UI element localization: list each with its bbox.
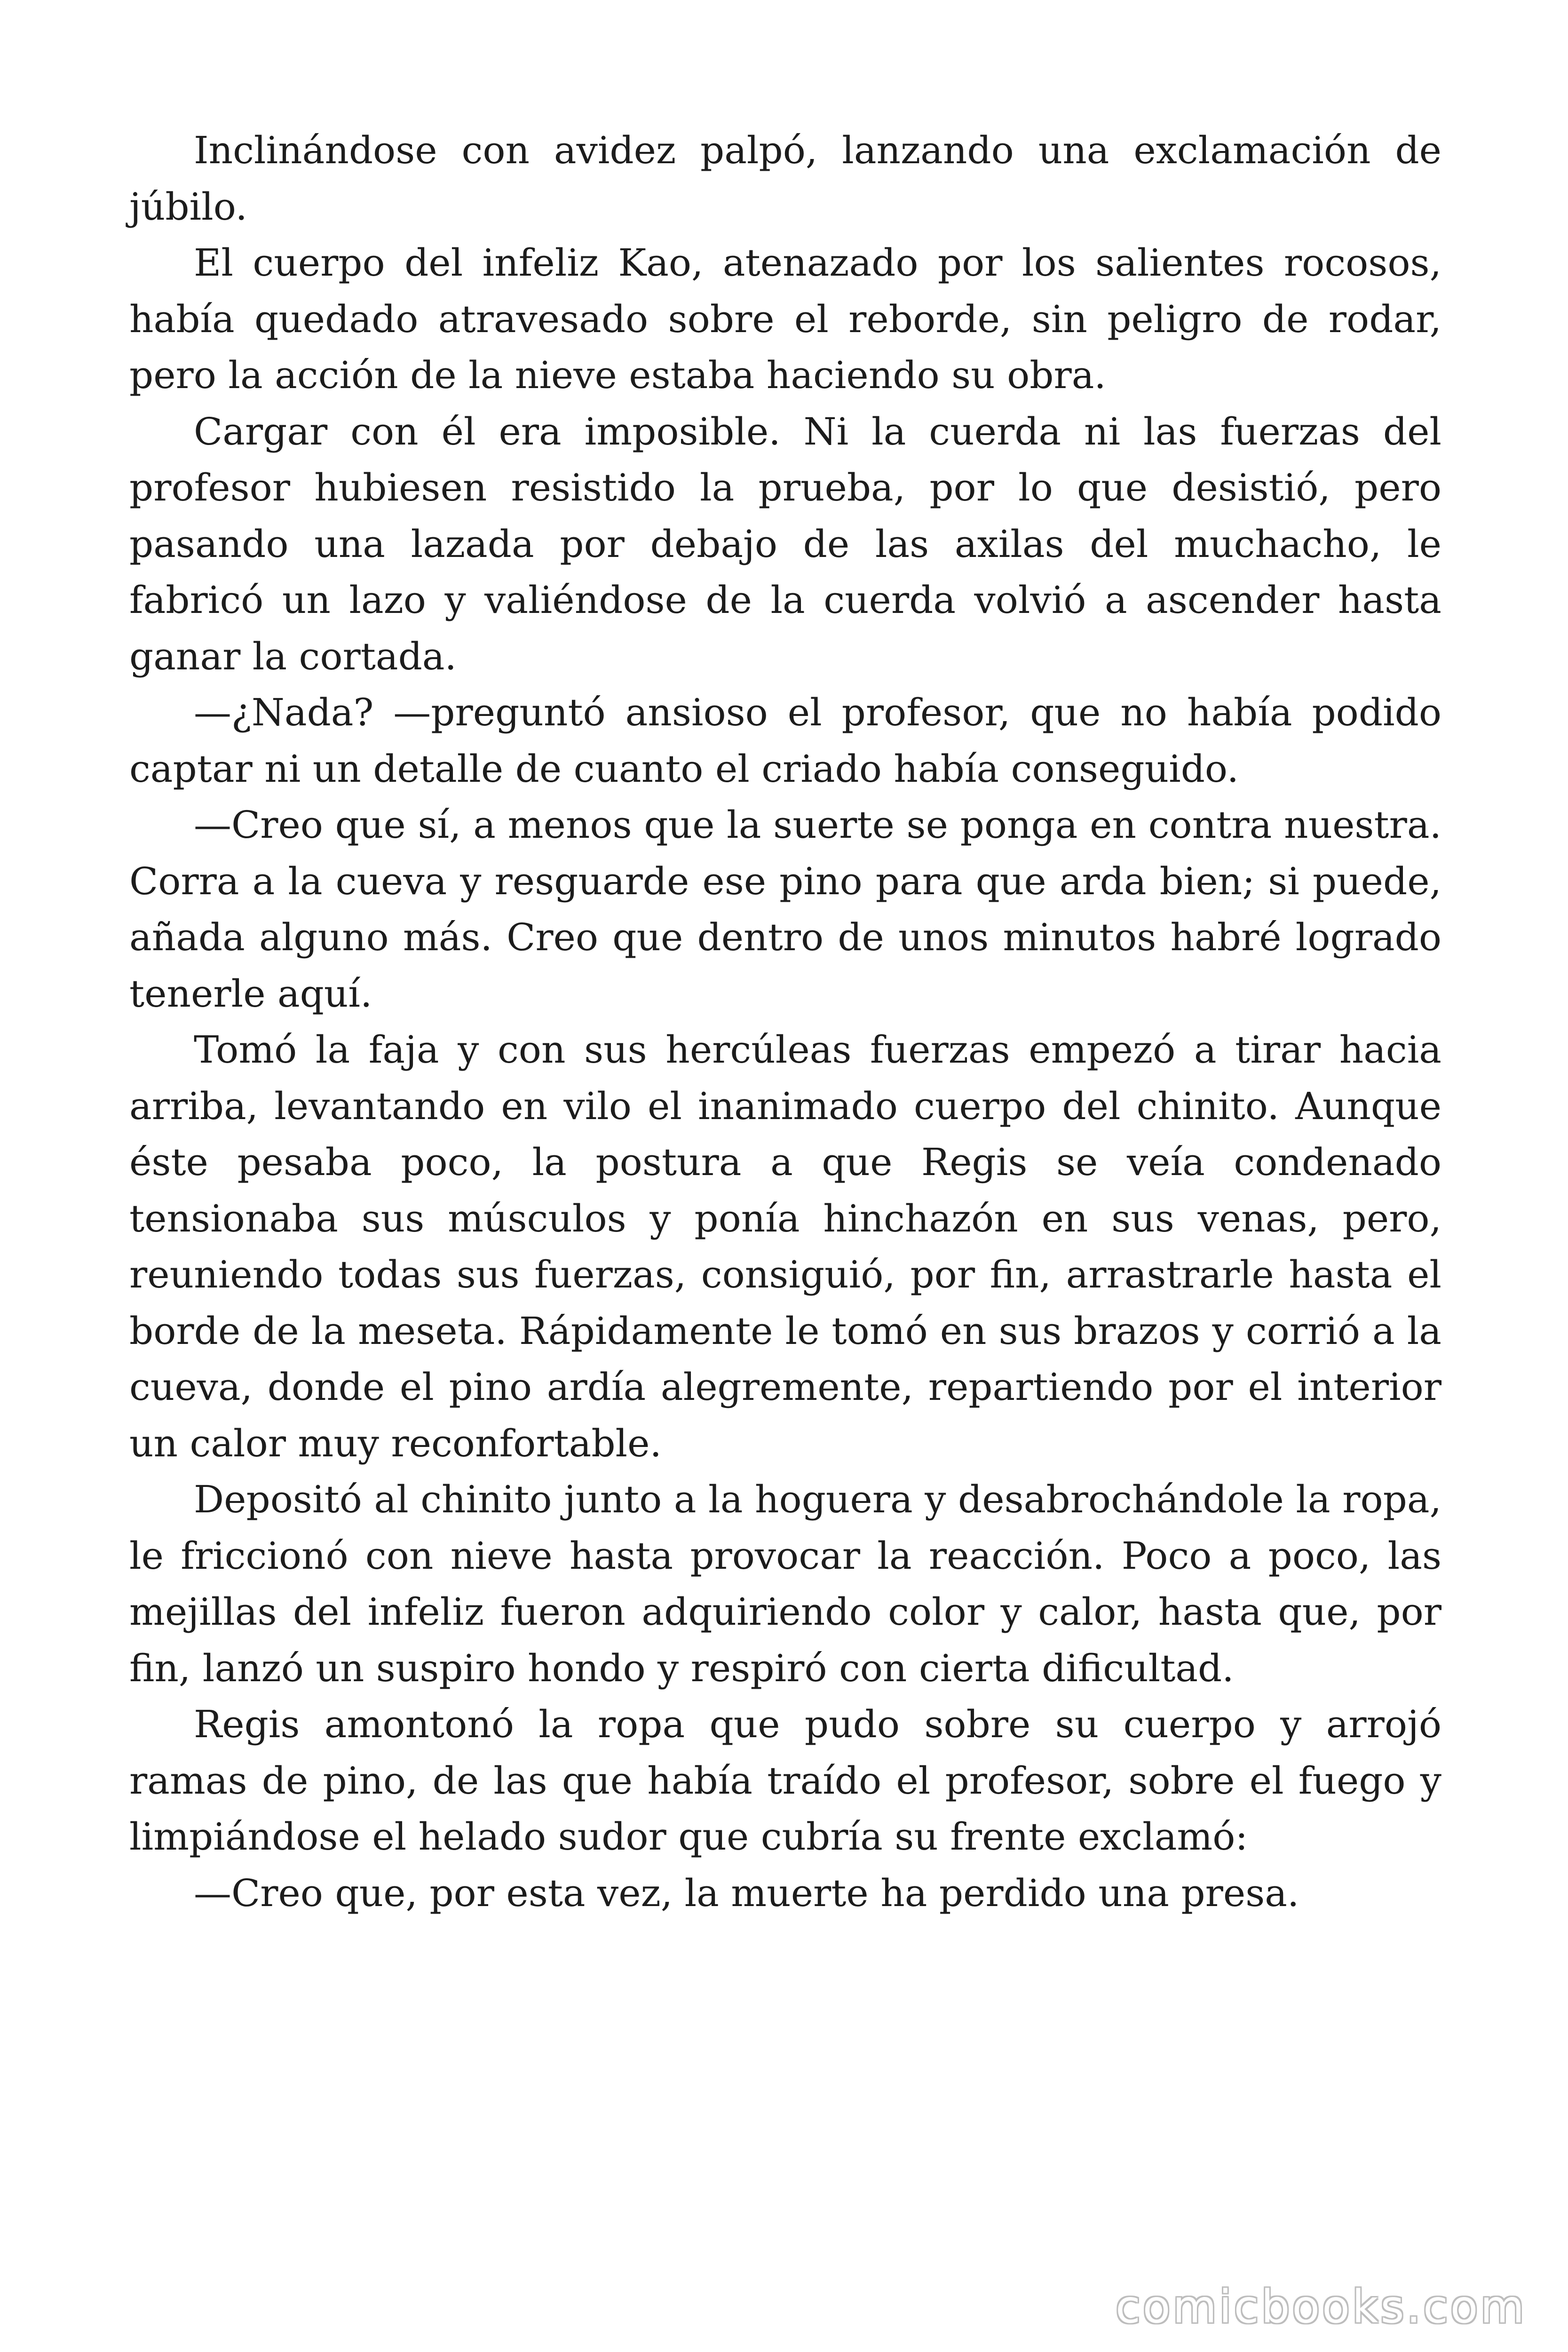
paragraph-1: Inclinándose con avidez palpó, lanzando una exclamación de júbilo. — [129, 128, 1441, 229]
paragraph-5: —Creo que sí, a menos que la suerte se ponga en contra nuestra. Corra a la cueva y resguarde ese pino para que arda bien; si puede, añada alguno más. Creo que dentro de unos minutos habré logrado tenerle aquí. — [129, 803, 1441, 1016]
body-text — [129, 122, 1441, 1921]
paragraph-7: Depositó al chinito junto a la hoguera y desabrochándole la ropa, le friccionó con nieve hasta provocar la reacción. Poco a poco, las mejillas del infeliz fueron adquiriendo color y calor, hasta que, por fin, lanzó un suspiro hondo y respiró con cierta dificultad. — [129, 1478, 1441, 1690]
paragraph-2: El cuerpo del infeliz Kao, atenazado por los salientes rocosos, había quedado atravesado sobre el reborde, sin peligro de rodar, pero la acción de la nieve estaba haciendo su obra. — [129, 241, 1441, 397]
paragraph-9: —Creo que, por esta vez, la muerte ha perdido una presa. — [194, 1871, 1299, 1915]
paragraph-6: Tomó la faja y con sus hercúleas fuerzas empezó a tirar hacia arriba, levantando en vilo el inanimado cuerpo del chinito. Aunque éste pesaba poco, la postura a que Regis se veía condenado tensionaba sus músculos y ponía hinchazón en sus venas, pero, reuniendo todas sus fuerzas, consiguió, por fin, arrastrarle hasta el borde de la meseta. Rápidamente le tomó en sus brazos y corrió a la cueva, donde el pino ardía alegremente, repartiendo por el interior un calor muy reconfortable. — [129, 1028, 1441, 1465]
paragraph-3: Cargar con él era imposible. Ni la cuerda ni las fuerzas del profesor hubiesen resistido la prueba, por lo que desistió, pero pasando una lazada por debajo de las axilas del muchacho, le fabricó un lazo y valiéndose de la cuerda volvió a ascender hasta ganar la cortada. — [129, 409, 1441, 678]
paragraph-4: —¿Nada? —preguntó ansioso el profesor, que no había podido captar ni un detalle de cuanto el criado había conseguido. — [129, 691, 1441, 791]
paragraph-8: Regis amontonó la ropa que pudo sobre su cuerpo y arrojó ramas de pino, de las que había traído el profesor, sobre el fuego y limpiándose el helado sudor que cubría su frente exclamó: — [129, 1702, 1441, 1859]
watermark-text: comicbooks.com — [1115, 2280, 1527, 2333]
